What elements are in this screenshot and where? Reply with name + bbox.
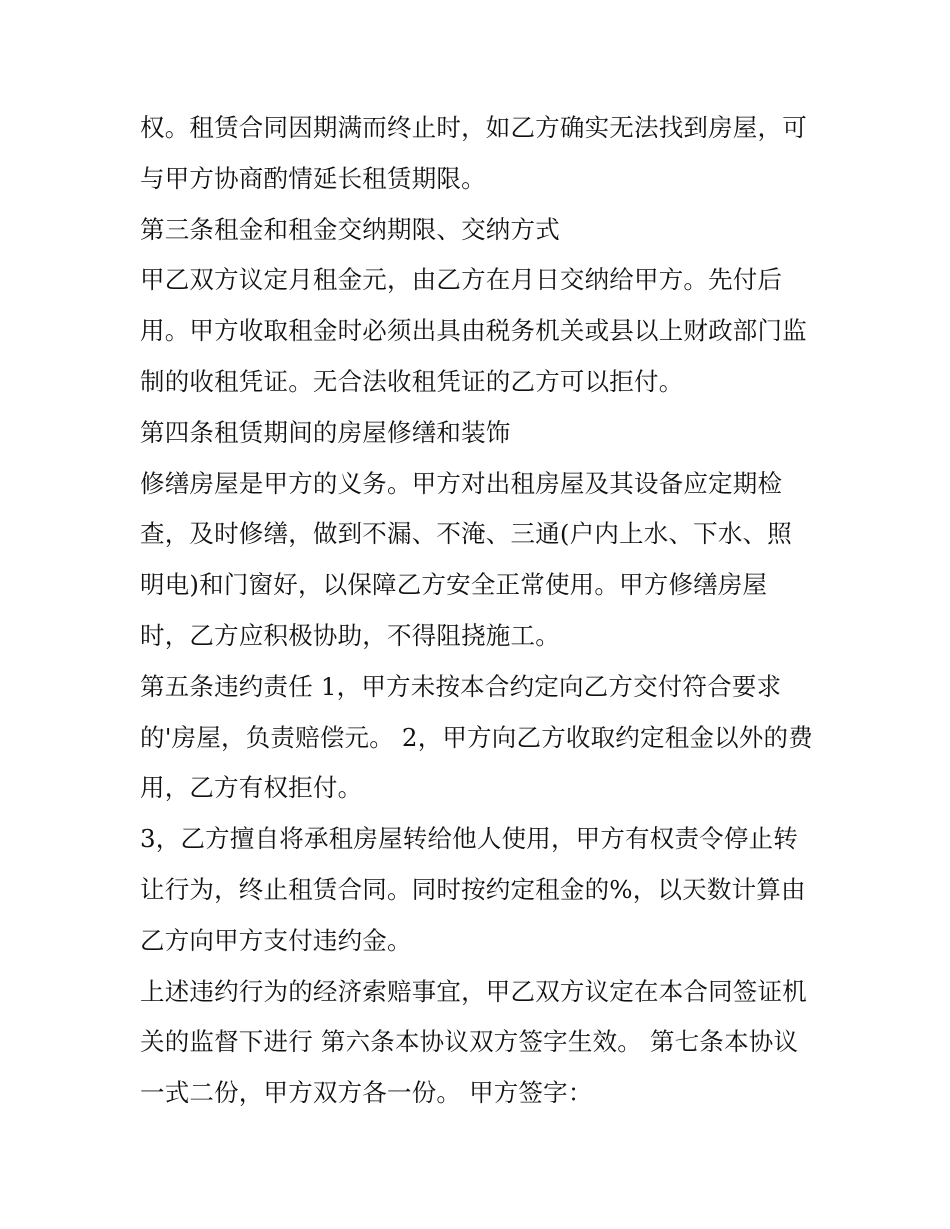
text-line: 制的收租凭证。无合法收租凭证的乙方可以拒付。 [140, 366, 684, 396]
section-heading: 第四条租赁期间的房屋修缮和装饰 [140, 417, 511, 447]
text-line: 乙方向甲方支付违约金。 [140, 925, 412, 955]
text-line: 查，及时修缮，做到不漏、不淹、三通(户内上水、下水、照 [140, 519, 792, 549]
text-line: 明电)和门窗好，以保障乙方安全正常使用。甲方修缮房屋 [140, 570, 768, 600]
text-line: 让行为，终止租赁合同。同时按约定租金的%，以天数计算由 [140, 874, 806, 904]
section-heading: 第五条违约责任 1，甲方未按本合约定向乙方交付符合要求 [140, 671, 782, 701]
text-line: 用，乙方有权拒付。 [140, 773, 363, 803]
text-line: 用。甲方收取租金时必须出具由税务机关或县以上财政部门监 [140, 316, 807, 346]
text-line: 甲乙双方议定月租金元，由乙方在月日交纳给甲方。先付后 [140, 265, 783, 295]
text-line: 上述违约行为的经济索赔事宜，甲乙双方议定在本合同签证机 [140, 976, 807, 1006]
signature-line: 一式二份，甲方双方各一份。 甲方签字： [140, 1078, 593, 1108]
text-line: 时，乙方应积极协助，不得阻挠施工。 [140, 620, 560, 650]
text-line: 关的监督下进行 第六条本协议双方签字生效。 第七条本协议 [140, 1027, 799, 1057]
section-heading: 第三条租金和租金交纳期限、交纳方式 [140, 214, 560, 244]
text-line: 权。租赁合同因期满而终止时，如乙方确实无法找到房屋，可 [140, 113, 807, 142]
text-line: 修缮房屋是甲方的义务。甲方对出租房屋及其设备应定期检 [140, 468, 783, 498]
text-line: 3，乙方擅自将承租房屋转给他人使用，甲方有权责令停止转 [140, 824, 798, 854]
text-line: 的'房屋，负责赔偿元。 2，甲方向乙方收取约定租金以外的费 [140, 722, 813, 752]
text-line: 与甲方协商酌情延长租赁期限。 [140, 163, 486, 193]
document-page [140, 103, 840, 1119]
